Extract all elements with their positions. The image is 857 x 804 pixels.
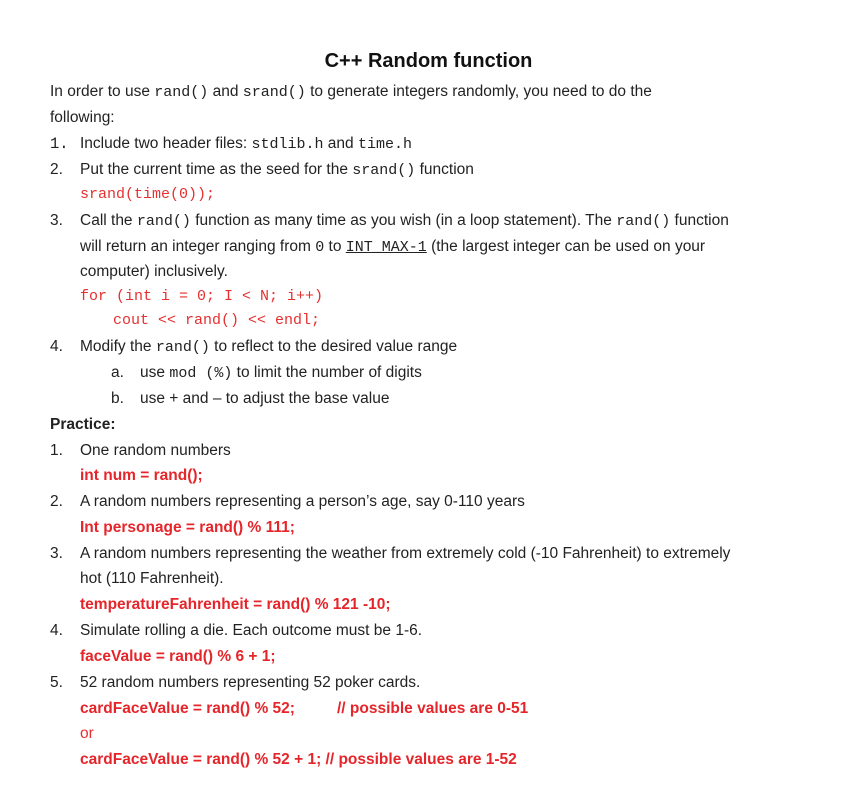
step-3-line-3: computer) inclusively.: [80, 263, 228, 280]
step-number: 1.: [50, 135, 69, 153]
practice-number: 3.: [50, 545, 63, 562]
practice-item: A random numbers representing the weather from extremely cold (-10 Fahrenheit) to extremely: [80, 545, 731, 562]
step-text: use: [140, 364, 170, 381]
step-text: to: [324, 238, 346, 255]
code-header-stdlib: stdlib.h: [251, 136, 324, 153]
code-rand: rand(): [154, 84, 209, 101]
code-srand: srand(): [352, 162, 416, 179]
step-text: Include two header files:: [80, 135, 252, 152]
sub-label: a.: [111, 364, 124, 381]
step-4-sub-a: [140, 363, 422, 384]
step-text: Call the: [80, 212, 137, 229]
code-rand: rand(): [155, 339, 210, 356]
practice-item: 52 random numbers representing 52 poker cards.: [80, 674, 421, 691]
practice-code: cardFaceValue = rand() % 52 + 1; // possible values are 1-52: [80, 751, 517, 768]
practice-item: A random numbers representing a person’s age, say 0-110 years: [80, 493, 525, 510]
step-text: (the largest integer can be used on your: [426, 238, 706, 255]
code-mod: mod (%): [169, 365, 233, 382]
intro-text: In order to use: [50, 83, 155, 100]
step-text: to reflect to the desired value range: [209, 338, 458, 355]
step-4: [80, 337, 457, 358]
sub-label: b.: [111, 390, 124, 407]
step-3-line-2: [80, 237, 705, 258]
practice-number: 5.: [50, 674, 63, 691]
code-header-time: time.h: [357, 136, 412, 153]
practice-code: cardFaceValue = rand() % 52;: [80, 700, 295, 717]
code-int-max: INT_MAX-1: [345, 239, 427, 256]
code-line: srand(time(0));: [80, 186, 216, 203]
intro-text-2: to generate integers randomly, you need to do the: [305, 83, 652, 100]
step-text: Put the current time as the seed for the: [80, 161, 353, 178]
step-text: will return an integer ranging from: [80, 238, 316, 255]
practice-or: or: [80, 725, 94, 742]
intro-and: and: [208, 83, 243, 100]
practice-item: Simulate rolling a die. Each outcome must be 1-6.: [80, 622, 423, 639]
step-number: 3.: [50, 212, 63, 229]
practice-heading: Practice:: [50, 416, 116, 433]
practice-number: 4.: [50, 622, 63, 639]
step-and: and: [323, 135, 358, 152]
practice-code: faceValue = rand() % 6 + 1;: [80, 648, 276, 665]
code-rand: rand(): [616, 213, 671, 230]
practice-item: One random numbers: [80, 442, 231, 459]
step-text: function as many time as you wish (in a loop statement). The: [190, 212, 617, 229]
intro-line-2: following:: [50, 109, 115, 126]
practice-number: 1.: [50, 442, 63, 459]
code-line: for (int i = 0; I < N; i++): [80, 288, 324, 305]
step-text: function: [670, 212, 729, 229]
step-text: to limit the number of digits: [232, 364, 422, 381]
page-title: C++ Random function: [324, 50, 533, 72]
practice-code: Int personage = rand() % 111;: [80, 519, 295, 536]
code-srand: srand(): [242, 84, 306, 101]
code-zero: 0: [315, 239, 325, 256]
step-number: 2.: [50, 161, 63, 178]
step-1: [80, 134, 412, 155]
step-2: [80, 160, 474, 181]
step-3-line-1: [80, 211, 729, 232]
code-rand: rand(): [136, 213, 191, 230]
step-text: Modify the: [80, 338, 156, 355]
step-4-sub-b: use + and – to adjust the base value: [140, 390, 390, 407]
step-text-2: function: [415, 161, 474, 178]
practice-number: 2.: [50, 493, 63, 510]
step-number: 4.: [50, 338, 63, 355]
code-line: cout << rand() << endl;: [113, 312, 321, 329]
practice-code: temperatureFahrenheit = rand() % 121 -10;: [80, 596, 391, 613]
practice-item-cont: hot (110 Fahrenheit).: [80, 570, 224, 587]
practice-comment: // possible values are 0-51: [337, 700, 529, 717]
practice-code: int num = rand();: [80, 467, 203, 484]
intro-line-1: [50, 82, 652, 103]
